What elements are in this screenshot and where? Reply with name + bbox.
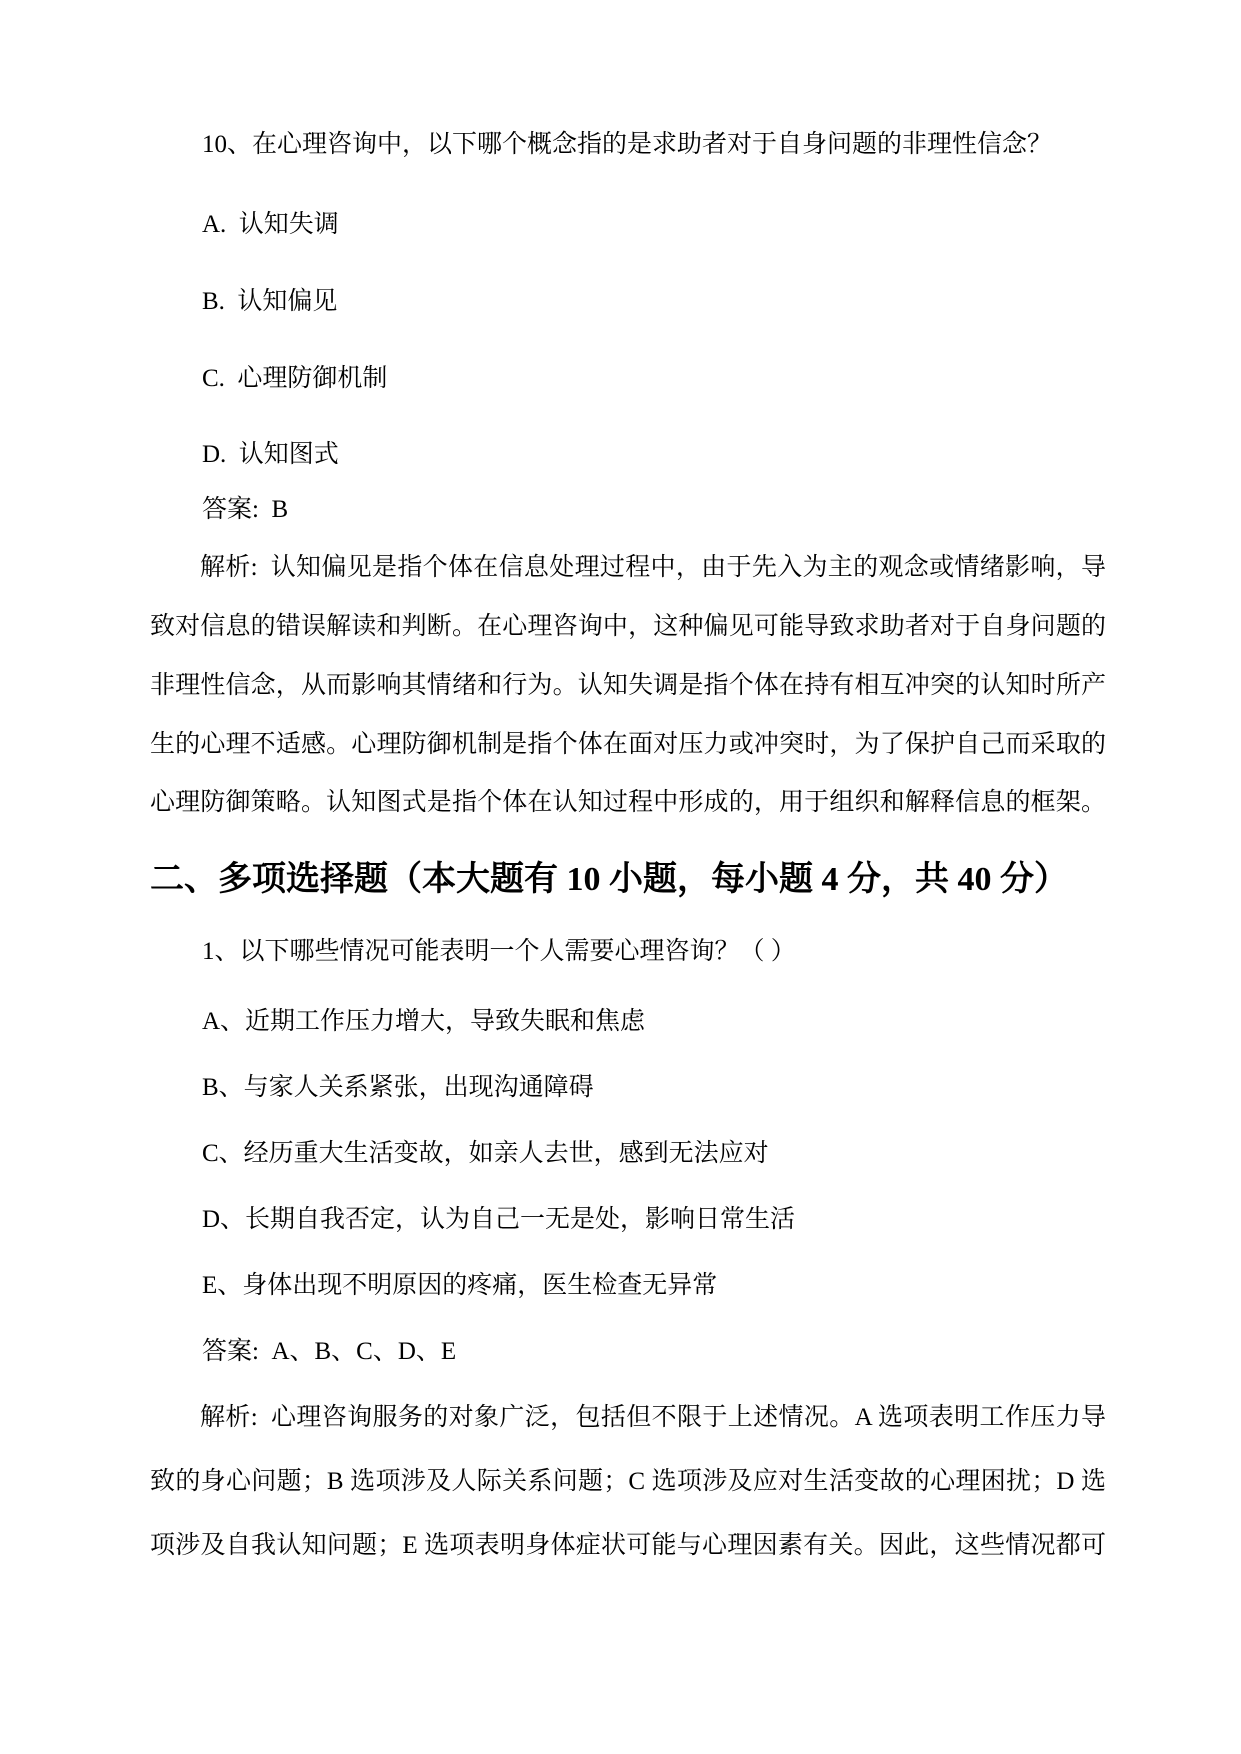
question-10-analysis-line-1: 解析: 认知偏见是指个体在信息处理过程中，由于先入为主的观念或情绪影响，导 — [200, 554, 1106, 581]
question-1-analysis-line-3: 项涉及自我认知问题；E 选项表明身体症状可能与心理因素有关。因此，这些情况都可 — [150, 1532, 1106, 1559]
question-10-analysis-line-4: 生的心理不适感。心理防御机制是指个体在面对压力或冲突时，为了保护自己而采取的 — [150, 731, 1106, 758]
question-10-analysis-line-2: 致对信息的错误解读和判断。在心理咨询中，这种偏见可能导致求助者对于自身问题的 — [150, 613, 1106, 640]
question-1-analysis-line-1: 解析: 心理咨询服务的对象广泛，包括但不限于上述情况。A 选项表明工作压力导 — [200, 1404, 1106, 1431]
question-1-analysis-line-2: 致的身心问题；B 选项涉及人际关系问题；C 选项涉及应对生活变故的心理困扰；D 选 — [150, 1468, 1106, 1495]
question-1-option-c: C、经历重大生活变故，如亲人去世，感到无法应对 — [202, 1140, 769, 1167]
question-10-analysis-line-5: 心理防御策略。认知图式是指个体在认知过程中形成的，用于组织和解释信息的框架。 — [150, 789, 1106, 816]
question-1-option-e: E、身体出现不明原因的疼痛，医生检查无异常 — [202, 1272, 718, 1299]
question-1-stem: 1、以下哪些情况可能表明一个人需要心理咨询？（ ） — [202, 938, 796, 965]
question-1-option-d: D、长期自我否定，认为自己一无是处，影响日常生活 — [202, 1206, 796, 1233]
question-10-option-d: D. 认知图式 — [202, 441, 339, 468]
question-10-option-b: B. 认知偏见 — [202, 288, 338, 315]
question-10-answer: 答案: B — [202, 496, 289, 523]
question-1-answer: 答案: A、B、C、D、E — [202, 1338, 457, 1365]
question-10-stem: 10、在心理咨询中，以下哪个概念指的是求助者对于自身问题的非理性信念？ — [202, 131, 1053, 158]
question-10-analysis-line-3: 非理性信念，从而影响其情绪和行为。认知失调是指个体在持有相互冲突的认知时所产 — [150, 672, 1106, 699]
question-1-option-b: B、与家人关系紧张，出现沟通障碍 — [202, 1074, 594, 1101]
question-1-option-a: A、近期工作压力增大，导致失眠和焦虑 — [202, 1008, 646, 1035]
question-10-option-c: C. 心理防御机制 — [202, 365, 388, 392]
question-10-option-a: A. 认知失调 — [202, 211, 339, 238]
section-heading: 二、多项选择题（本大题有 10 小题，每小题 4 分，共 40 分） — [150, 861, 1068, 898]
